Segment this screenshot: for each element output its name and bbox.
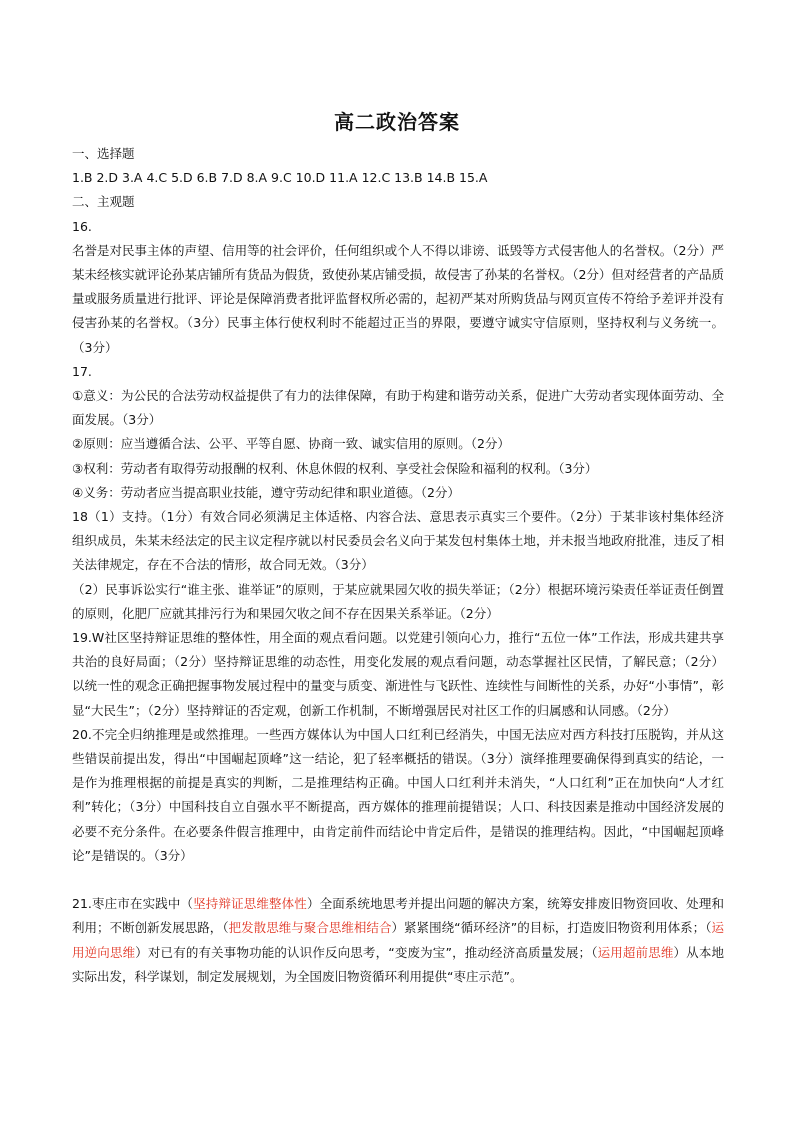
q21-answer: [72, 892, 724, 989]
paragraph-gap: [72, 868, 724, 892]
page-title: 高二政治答案: [334, 110, 460, 134]
q21-text-1: 21.枣庄市在实践中（: [72, 896, 194, 912]
q18-part1: 18（1）支持。（1分）有效合同必须满足主体适格、内容合法、意思表示真实三个要件。（2分）于某非该村集体经济组织成员，朱某未经法定的民主议定程序就以村民委员会名义向于某发包村集体土地，并未报当地政府批准，违反了相关法律规定，存在不合法的情形，故合同无效。（3分）: [72, 509, 724, 573]
q17-item-duties: ④义务：劳动者应当提高职业技能，遵守劳动纪律和职业道德。（2分）: [72, 484, 460, 500]
choice-answers: 1.B 2.D 3.A 4.C 5.D 6.B 7.D 8.A 9.C 10.D 11.A 12.C 13.B 14.B 15.A: [72, 170, 488, 186]
answer-body: [72, 142, 724, 989]
q16-answer: 名誉是对民事主体的声望、信用等的社会评价，任何组织或个人不得以诽谤、诋毁等方式侵害他人的名誉权。（2分）严某未经核实就评论孙某店铺所有货品为假货，致使孙某店铺受损，故侵害了孙某的名誉权。（2分）但对经营者的产品质量或服务质量进行批评、评论是保障消费者批评监督权所必需的，起初严某对所购货品与网页宣传不符给予差评并没有侵害孙某的名誉权。（3分）民事主体行使权利时不能超过正当的界限，要遵守诚实守信原则，坚持权利与义务统一。（3分）: [72, 242, 724, 355]
q20-answer: 20.不完全归纳推理是或然推理。一些西方媒体认为中国人口红利已经消失，中国无法应对西方科技打压脱钩，并从这些错误前提出发，得出“中国崛起顶峰”这一结论，犯了轻率概括的错误。（3分）演绎推理要确保得到真实的结论，一是作为推理根据的前提是真实的判断，二是推理结构正确。中国人口红利并未消失，“人口红利”正在加快向“人才红利”转化；（3分）中国科技自立自强水平不断提高，西方媒体的推理前提错误；人口、科技因素是推动中国经济发展的必要不充分条件。在必要条件假言推理中，由肯定前件而结论中肯定后件，是错误的推理结构。因此，“中国崛起顶峰论”是错误的。（3分）: [72, 726, 724, 863]
q21-text-5: ）从本地实际出发，科学谋划，制定发展规划，为全国废旧物资循环利用提供“枣庄示范”。: [72, 944, 724, 984]
q21-text-2: ）全面系统地思考并提出问题的解决方案，统筹安排废旧物资回收、处理和利用；不断创新发展思路，（: [72, 896, 724, 936]
q18-part2: （2）民事诉讼实行“谁主张、谁举证”的原则，于某应就果园欠收的损失举证；（2分）根据环境污染责任举证责任倒置的原则，化肥厂应就其排污行为和果园欠收之间不存在因果关系举证。（2分）: [72, 581, 724, 621]
q21-highlight-1: 坚持辩证思维整体性: [193, 896, 307, 912]
q17-item-rights: ③权利：劳动者有取得劳动报酬的权利、休息休假的权利、享受社会保险和福利的权利。（3分）: [72, 460, 598, 476]
q19-answer: 19.W社区坚持辩证思维的整体性，用全面的观点看问题。以党建引领向心力，推行“五位一体”工作法，形成共建共享共治的良好局面；（2分）坚持辩证思维的动态性，用变化发展的观点看问题，动态掌握社区民情，了解民意；（2分）以统一性的观念正确把握事物发展过程中的量变与质变、渐进性与飞跃性、连续性与间断性的关系，办好“小事情”，彰显“大民生”；（2分）坚持辩证的否定观，创新工作机制，不断增强居民对社区工作的归属感和认同感。（2分）: [72, 630, 724, 718]
q16-number: 16.: [72, 218, 92, 234]
q21-highlight-4: 运用超前思维: [597, 944, 674, 960]
q17-item-meaning: ①意义：为公民的合法劳动权益提供了有力的法律保障，有助于构建和谐劳动关系，促进广大劳动者实现体面劳动、全面发展。（3分）: [72, 388, 724, 428]
q21-text-3: ）紧紧围绕“循环经济”的目标，打造废旧物资利用体系；（: [391, 920, 712, 936]
q21-highlight-3: 运用逆向思维: [72, 920, 724, 960]
subjective-heading: 二、主观题: [72, 194, 135, 210]
choice-heading: 一、选择题: [72, 146, 135, 161]
q17-number: 17.: [72, 363, 92, 379]
q21-highlight-2: 把发散思维与聚合思维相结合: [228, 920, 392, 936]
q21-text-4: ）对已有的有关事物功能的认识作反向思考，“变废为宝”，推动经济高质量发展；（: [135, 944, 598, 960]
q17-item-principle: ②原则：应当遵循合法、公平、平等自愿、协商一致、诚实信用的原则。（2分）: [72, 436, 510, 452]
